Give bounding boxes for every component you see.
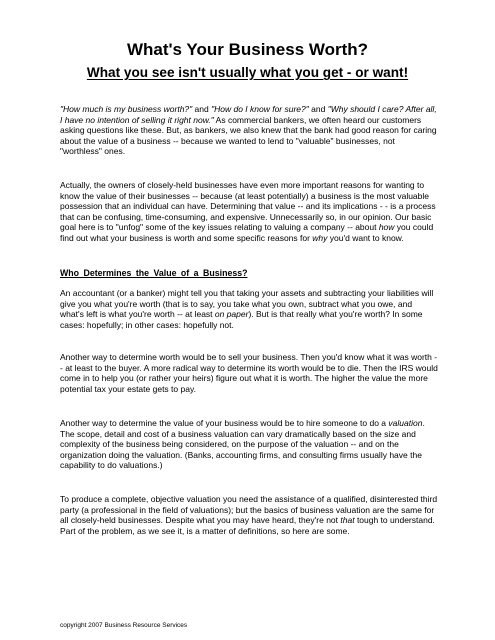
sell-paragraph: Another way to determine worth would be to sell your business. Then you'd know what it was worth -- at least to the buyer. A more radical way to determine its worth would be to die. Then the IRS would come in to help you (or rather your heirs) figure out what it is worth. The higher the value the more potential tax your estate gets to pay. — [60, 352, 438, 394]
accountant-on-paper: on paper — [214, 309, 249, 319]
intro-rest: As commercial bankers, we often heard our customers asking questions like these. But, as bankers, we also knew that the bank had good reason for caring about the value of a business -- because we wanted to lend to "valuable" businesses, not "worthless" ones. — [60, 114, 437, 156]
accountant-text-a: An accountant (or a banker) might tell you that taking your assets and subtracting your liabilities will give you what you're worth (that is to say, you take what you own, subtract what you owe, and what's left is what you're worth -- at least — [60, 288, 434, 319]
intro-paragraph — [60, 104, 438, 157]
page-title: What's Your Business Worth? — [126, 40, 369, 59]
owners-paragraph — [60, 180, 438, 243]
valuation-paragraph — [60, 418, 438, 471]
objective-that: that — [340, 515, 355, 525]
owners-text-a: Actually, the owners of closely-held businesses have even more important reasons for wanting to know the value of their businesses -- because (at least potentially) a business is the most valuable possession that an individual can have. Determining that value -- and its implications - - is a process that can be confusing, time-consuming, and expensive. Unnecessarily so, in our opinion. Our basic goal here is to "unfog" some of the key issues relating to valuing a company -- about — [60, 180, 436, 232]
objective-text-a: To produce a complete, objective valuation you need the assistance of a qualified, disinterested third party (a professional in the field of valuations); but the basics of business valuation are the same for all closely-held businesses. Despite what you may have heard, they're not — [60, 494, 438, 525]
copyright-footer: copyright 2007 Business Resource Services — [60, 622, 188, 629]
valuation-text-a: Another way to determine the value of your business would be to hire someone to do a — [60, 418, 389, 428]
objective-paragraph — [60, 494, 438, 536]
section-heading: Who Determines the Value of a Business? — [60, 268, 248, 278]
owners-text-b: you could find out what your business is worth and some specific reasons for — [60, 222, 434, 243]
valuation-word: valuation — [388, 418, 423, 428]
valuation-text-b: . The scope, detail and cost of a business valuation can vary dramatically based on the size and complexity of the business being considered, on the purpose of the valuation -- and on the organization doing the valuation. (Banks, accounting firms, and consulting firms usually have the capability to do valuations.) — [60, 418, 425, 470]
question-2: "How do I know for sure?" — [211, 104, 309, 114]
owners-text-c: you'd want to know. — [327, 232, 404, 243]
objective-text-b: tough to understand. Part of the problem, as we see it, is a matter of definitions, so here are some. — [60, 515, 435, 536]
accountant-text-b: ). But is that really what you're worth? In some cases: hopefully; in other cases: hopefully not. — [60, 309, 423, 330]
owners-how: how — [378, 222, 395, 232]
connector-1: and — [192, 104, 212, 114]
question-1: "How much is my business worth?" — [60, 104, 193, 114]
owners-why: why — [312, 232, 328, 243]
subtitle-text: What you see isn't usually what you get - or want! — [86, 65, 409, 80]
connector-2: and — [308, 104, 328, 114]
page-subtitle — [0, 64, 495, 81]
accountant-paragraph — [60, 288, 438, 330]
question-3: "Why should I care? After all, I have no intention of selling it right now." — [60, 104, 437, 125]
